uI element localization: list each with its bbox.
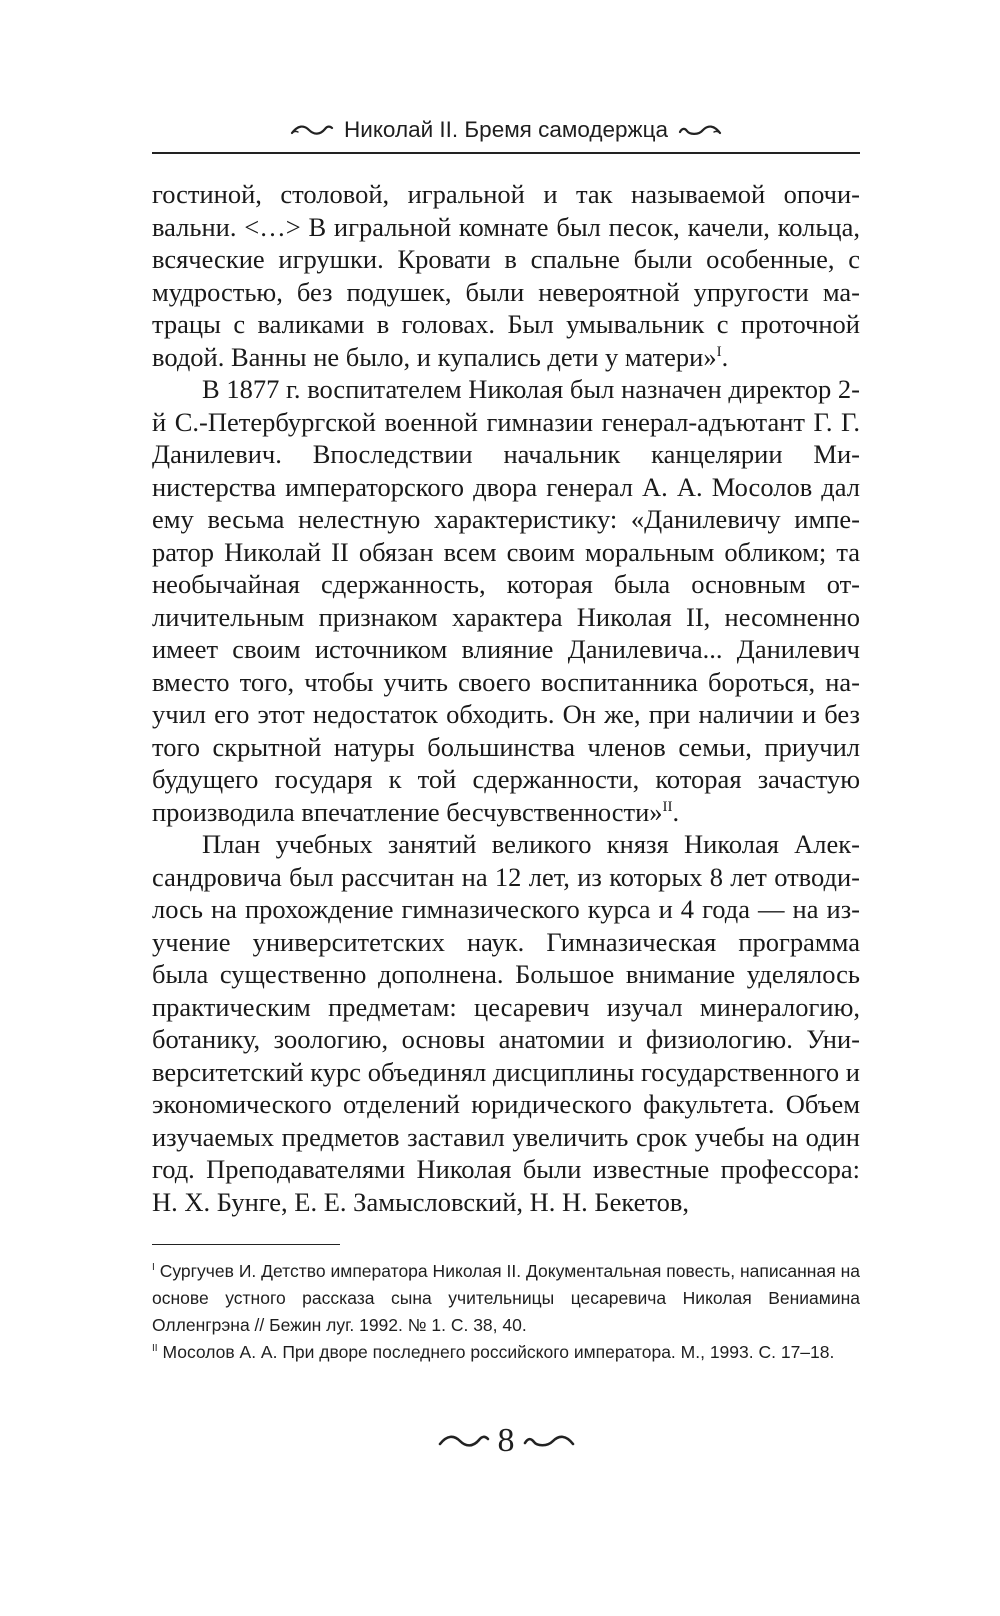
swash-ornament-icon (290, 122, 334, 138)
main-text (152, 178, 860, 1218)
footnote-ref: II (662, 798, 673, 815)
footnote-mark: I (152, 1262, 155, 1273)
page-number: 8 (497, 1422, 515, 1459)
footnote-mark: II (152, 1343, 158, 1354)
footnotes (152, 1258, 860, 1366)
swash-ornament-icon (678, 122, 722, 138)
paragraph: В 1877 г. воспитателем Николая был назначен директор 2-й С.-Петербургской военной гимназии генерал-адъютант Г. Г. Данилевич. Впоследствии начальник канцелярии Министерства императорского двора генерал А. А. Мосолов дал ему весьма нелестную характеристику: «Данилевичу император Николай II обязан всем своим моральным обликом; та необычайная сдержанность, которая была основным отличительным признаком характера Николая II, несомненно имеет своим источником влияние Данилевича... Данилевич вместо того, чтобы учить своего воспитанника бороться, научил его этот недостаток обходить. Он же, при наличии и без того скрытной натуры большинства членов семьи, приучил будущего государя к той сдержанности, которая зачастую производила впечатление бесчувственности»$^{II}$. (152, 374, 860, 827)
footnote-ref: I (716, 343, 722, 360)
footnote: $^{II}$ Мосолов А. А. При дворе последнего российского императора. М., 1993. С. 17–18. (152, 1342, 835, 1362)
page-number-block (152, 1416, 860, 1466)
running-header (152, 112, 860, 148)
swash-ornament-icon (438, 1432, 490, 1450)
running-title: Николай II. Бремя самодержца (344, 117, 668, 142)
header-rule (152, 152, 860, 154)
footnote: $^I$ Сургучев И. Детство императора Николая II. Документальная повесть, написанная на основе устного рассказа сына учительницы цесаревича Николая Вениамина Олленгрэна // Бежин луг. 1992. № 1. С. 38, 40. (152, 1261, 860, 1335)
paragraph: гостиной, столовой, игральной и так называемой опочивальни. <…> В игральной комнате был песок, качели, кольца, всяческие игрушки. Кровати в спальне были особенные, с мудростью, без подушек, были невероятной упругости матрацы с валиками в головах. Был умывальник с проточной водой. Ванны не было, и купались дети у матери»$^I$. (152, 179, 860, 372)
swash-ornament-icon (523, 1432, 575, 1450)
footnote-rule (152, 1244, 340, 1245)
paragraph: План учебных занятий великого князя Николая Александровича был рассчитан на 12 лет, из которых 8 лет отводилось на прохождение гимназического курса и 4 года — на изучение университетских наук. Гимназическая программа была существенно дополнена. Большое внимание уделялось практическим предметам: цесаревич изучал минералогию, ботанику, зоологию, основы анатомии и физиологию. Университетский курс объединял дисциплины государственного и экономического отделений юридического факультета. Объем изучаемых предметов заставил увеличить срок учебы на один год. Преподавателями Николая были известные профессора: Н. Х. Бунге, Е. Е. Замысловский, Н. Н. Бекетов, (152, 829, 860, 1217)
